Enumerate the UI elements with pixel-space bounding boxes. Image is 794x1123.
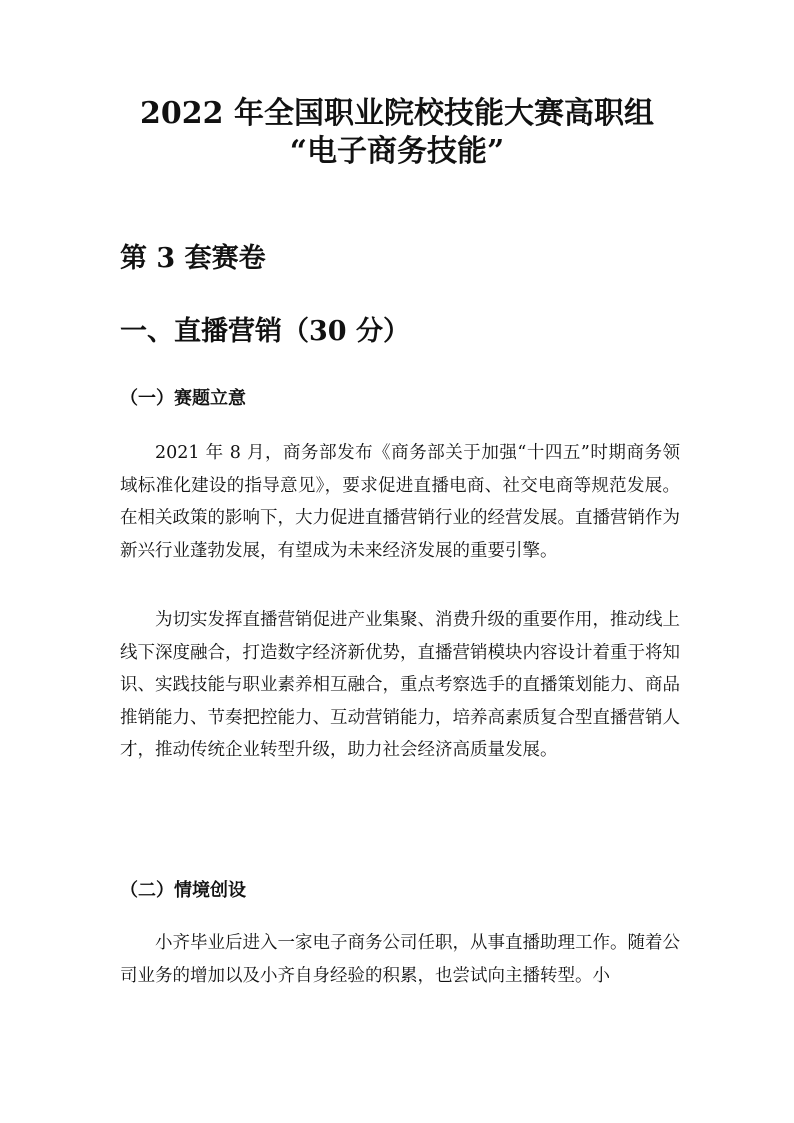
subsection-heading-purpose: （一）赛题立意 [120,388,246,409]
paragraph: 为切实发挥直播营销促进产业集聚、消费升级的重要作用，推动线上线下深度融合，打造数字经济新优势，直播营销模块内容设计着重于将知识、实践技能与职业素养相互融合，重点考察选手的直播策划能力、商品推销能力、节奏把控能力、互动营销能力，培养高素质复合型直播营销人才，推动传统企业转型升级，助力社会经济高质量发展。 [120,610,680,760]
section-heading-live-marketing: 一、直播营销（30 分） [120,316,410,347]
paragraph: 小齐毕业后进入一家电子商务公司任职，从事直播助理工作。随着公司业务的增加以及小齐自身经验的积累，也尝试向主播转型。小 [120,933,680,986]
subsection-heading-scenario: （二）情境创设 [120,880,246,901]
paragraph: 2021 年 8 月，商务部发布《商务部关于加强“十四五”时期商务领域标准化建设的指导意见》，要求促进直播电商、社交电商等规范发展。在相关政策的影响下，大力促进直播营销行业的经营发展。直播营销作为新兴行业蓬勃发展，有望成为未来经济发展的重要引擎。 [120,443,680,561]
document-title [0,95,794,171]
title-line-1: 2022 年全国职业院校技能大赛高职组 [140,96,654,131]
title-line-2: “电子商务技能” [289,134,505,169]
set-heading: 第 3 套赛卷 [120,243,266,274]
